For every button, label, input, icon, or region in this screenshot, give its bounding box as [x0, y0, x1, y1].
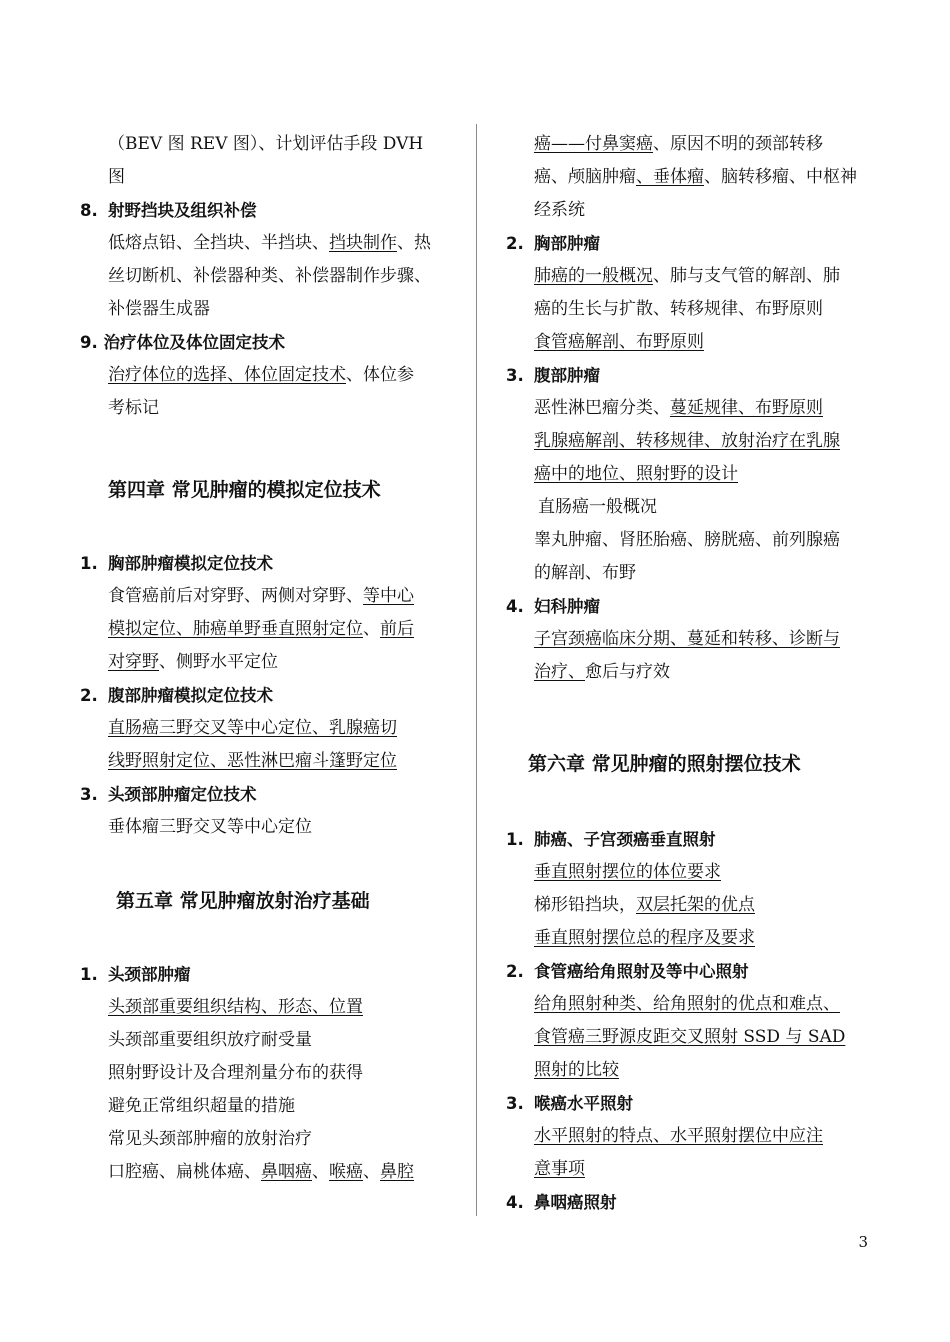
underlined-text: 子宫颈癌临床分期、蔓延和转移、诊断与 — [534, 629, 840, 649]
text-run: 的解剖、布野 — [534, 563, 636, 583]
section-number: 1. — [80, 965, 98, 984]
underlined-text: 、垂体瘤 — [636, 167, 704, 187]
section-title: 腹部肿瘤模拟定位技术 — [108, 686, 273, 705]
body-line — [506, 1021, 878, 1054]
body-line — [80, 293, 452, 326]
section-heading — [80, 326, 452, 359]
text-run: （BEV 图 REV 图）、计划评估手段 DVH — [108, 134, 424, 154]
text-run: 、 — [363, 1162, 380, 1182]
text-run: 丝切断机、补偿器种类、补偿器制作步骤、 — [108, 266, 431, 286]
underlined-text: 前后 — [380, 619, 414, 639]
underlined-text: 垂直照射摆位总的程序及要求 — [534, 928, 755, 948]
text-run: 、原因不明的颈部转移 — [653, 134, 823, 154]
section-title: 喉癌水平照射 — [534, 1094, 633, 1113]
section-title: 食管癌给角照射及等中心照射 — [534, 962, 749, 981]
right-column — [506, 128, 878, 1219]
text-run: 癌的生长与扩散、转移规律、布野原则 — [534, 299, 823, 319]
body-line — [506, 1120, 878, 1153]
body-line — [506, 491, 878, 524]
section-title: 妇科肿瘤 — [534, 597, 600, 616]
text-run: 、体位参 — [346, 365, 414, 385]
underlined-text: 癌——付鼻窦癌 — [534, 134, 653, 154]
section-heading — [506, 359, 878, 392]
section-number: 3. — [80, 785, 98, 804]
section-title: 9. 治疗体位及体位固定技术 — [80, 333, 285, 352]
underlined-text: 肺癌的一般概况 — [534, 266, 653, 286]
section-number: 3. — [506, 1094, 524, 1113]
page-number: 3 — [858, 1233, 868, 1251]
body-line — [506, 458, 878, 491]
underlined-text: 治疗、 — [534, 662, 585, 682]
section-heading — [506, 227, 878, 260]
body-line — [80, 1024, 452, 1057]
text-run: 愈后与疗效 — [585, 662, 670, 682]
text-run: 、脑转移瘤、中枢神 — [704, 167, 857, 187]
body-line — [506, 128, 878, 161]
body-line — [80, 1057, 452, 1090]
body-line — [506, 1153, 878, 1186]
body-line — [506, 194, 878, 227]
underlined-text: 癌中的地位、照射野的设计 — [534, 464, 738, 484]
body-line — [506, 557, 878, 590]
underlined-text: 治疗体位的选择、体位固定技术 — [108, 365, 346, 385]
underlined-text: 意事项 — [534, 1159, 585, 1179]
body-line — [506, 392, 878, 425]
section-number: 2. — [506, 962, 524, 981]
body-line — [80, 991, 452, 1024]
underlined-text: 对穿野 — [108, 652, 159, 672]
body-line — [80, 811, 452, 844]
body-line — [80, 260, 452, 293]
body-line — [506, 425, 878, 458]
text-run: 头颈部重要组织放疗耐受量 — [108, 1030, 312, 1050]
body-line — [80, 1090, 452, 1123]
section-number: 8. — [80, 201, 98, 220]
underlined-text: 模拟定位、肺癌单野垂直照射定位 — [108, 619, 363, 639]
body-line — [506, 1054, 878, 1087]
underlined-text: 双层托架的优点 — [636, 895, 755, 915]
text-run: 梯形铅挡块， — [534, 895, 636, 915]
text-run: 恶性淋巴瘤分类、 — [534, 398, 670, 418]
section-number: 4. — [506, 1193, 524, 1212]
body-line — [80, 613, 452, 646]
body-line — [80, 580, 452, 613]
section-title: 鼻咽癌照射 — [534, 1193, 617, 1212]
underlined-text: 乳腺癌解剖、转移规律、放射治疗在乳腺 — [534, 431, 840, 451]
column-divider — [476, 124, 477, 1216]
section-heading — [80, 547, 452, 580]
text-run: 癌、颅脑肿瘤 — [534, 167, 636, 187]
body-line — [80, 128, 452, 161]
body-line — [506, 988, 878, 1021]
section-title: 胸部肿瘤模拟定位技术 — [108, 554, 273, 573]
section-title: 腹部肿瘤 — [534, 366, 600, 385]
underlined-text: 垂直照射摆位的体位要求 — [534, 862, 721, 882]
section-number: 2. — [80, 686, 98, 705]
body-line — [506, 161, 878, 194]
text-run: 、 — [312, 1162, 329, 1182]
underlined-text: 水平照射的特点、水平照射摆位中应注 — [534, 1126, 823, 1146]
chapter-title: 第六章 常见肿瘤的照射摆位技术 — [528, 753, 801, 775]
body-line — [80, 392, 452, 425]
body-line — [80, 745, 452, 778]
text-run: 经系统 — [534, 200, 585, 220]
text-run: 、热 — [397, 233, 431, 253]
underlined-text: 直肠癌三野交叉等中心定位、乳腺癌切 — [108, 718, 397, 738]
underlined-text: 蔓延规律、布野原则 — [670, 398, 823, 418]
text-run: 口腔癌、扁桃体癌、 — [108, 1162, 261, 1182]
body-line — [506, 922, 878, 955]
body-line — [506, 889, 878, 922]
body-line — [80, 646, 452, 679]
body-line — [506, 623, 878, 656]
underlined-text: 线野照射定位、恶性淋巴瘤斗篷野定位 — [108, 751, 397, 771]
text-run: 垂体瘤三野交叉等中心定位 — [108, 817, 312, 837]
chapter-title: 第五章 常见肿瘤放射治疗基础 — [116, 890, 370, 912]
body-line — [506, 656, 878, 689]
body-line — [506, 260, 878, 293]
underlined-text: 照射的比较 — [534, 1060, 619, 1080]
body-line — [506, 524, 878, 557]
body-line — [506, 326, 878, 359]
body-line — [80, 712, 452, 745]
body-line — [80, 1123, 452, 1156]
section-heading — [506, 1087, 878, 1120]
section-heading — [80, 958, 452, 991]
section-number: 1. — [506, 830, 524, 849]
underlined-text: 鼻腔 — [380, 1162, 414, 1182]
section-heading — [506, 955, 878, 988]
text-run: 、 — [363, 619, 380, 639]
section-title: 头颈部肿瘤 — [108, 965, 191, 984]
section-heading — [506, 1186, 878, 1219]
text-run: 图 — [108, 167, 125, 187]
text-run: 睾丸肿瘤、肾胚胎癌、膀胱癌、前列腺癌 — [534, 530, 840, 550]
body-line — [506, 293, 878, 326]
underlined-text: 喉癌 — [329, 1162, 363, 1182]
text-run: 低熔点铅、全挡块、半挡块、 — [108, 233, 329, 253]
underlined-text: 食管癌解剖、布野原则 — [534, 332, 704, 352]
text-run: 补偿器生成器 — [108, 299, 210, 319]
text-run: 食管癌前后对穿野、两侧对穿野、 — [108, 586, 363, 606]
underlined-text: 鼻咽癌 — [261, 1162, 312, 1182]
text-run: 、肺与支气管的解剖、肺 — [653, 266, 840, 286]
text-run: 常见头颈部肿瘤的放射治疗 — [108, 1129, 312, 1149]
section-number: 2. — [506, 234, 524, 253]
section-number: 4. — [506, 597, 524, 616]
section-heading — [506, 590, 878, 623]
underlined-text: 食管癌三野源皮距交叉照射 SSD 与 SAD — [534, 1027, 846, 1047]
section-title: 头颈部肿瘤定位技术 — [108, 785, 257, 804]
section-number: 3. — [506, 366, 524, 385]
underlined-text: 头颈部重要组织结构、形态、位置 — [108, 997, 363, 1017]
section-title: 胸部肿瘤 — [534, 234, 600, 253]
text-run: 照射野设计及合理剂量分布的获得 — [108, 1063, 363, 1083]
underlined-text: 等中心 — [363, 586, 414, 606]
underlined-text: 给角照射种类、给角照射的优点和难点、 — [534, 994, 840, 1014]
text-run: 避免正常组织超量的措施 — [108, 1096, 295, 1116]
section-heading — [80, 778, 452, 811]
section-heading — [80, 679, 452, 712]
section-title: 射野挡块及组织补偿 — [108, 201, 257, 220]
section-number: 1. — [80, 554, 98, 573]
body-line — [80, 359, 452, 392]
body-line — [80, 227, 452, 260]
text-run: 、侧野水平定位 — [159, 652, 278, 672]
underlined-text: 挡块制作 — [329, 233, 397, 253]
section-heading — [506, 823, 878, 856]
section-heading — [80, 194, 452, 227]
section-title: 肺癌、子宫颈癌垂直照射 — [534, 830, 716, 849]
chapter-title: 第四章 常见肿瘤的模拟定位技术 — [108, 479, 381, 501]
body-line — [80, 161, 452, 194]
body-line — [506, 856, 878, 889]
left-column — [80, 128, 452, 1189]
text-run: 考标记 — [108, 398, 159, 418]
body-line — [80, 1156, 452, 1189]
text-run: 直肠癌一般概况 — [538, 497, 657, 517]
